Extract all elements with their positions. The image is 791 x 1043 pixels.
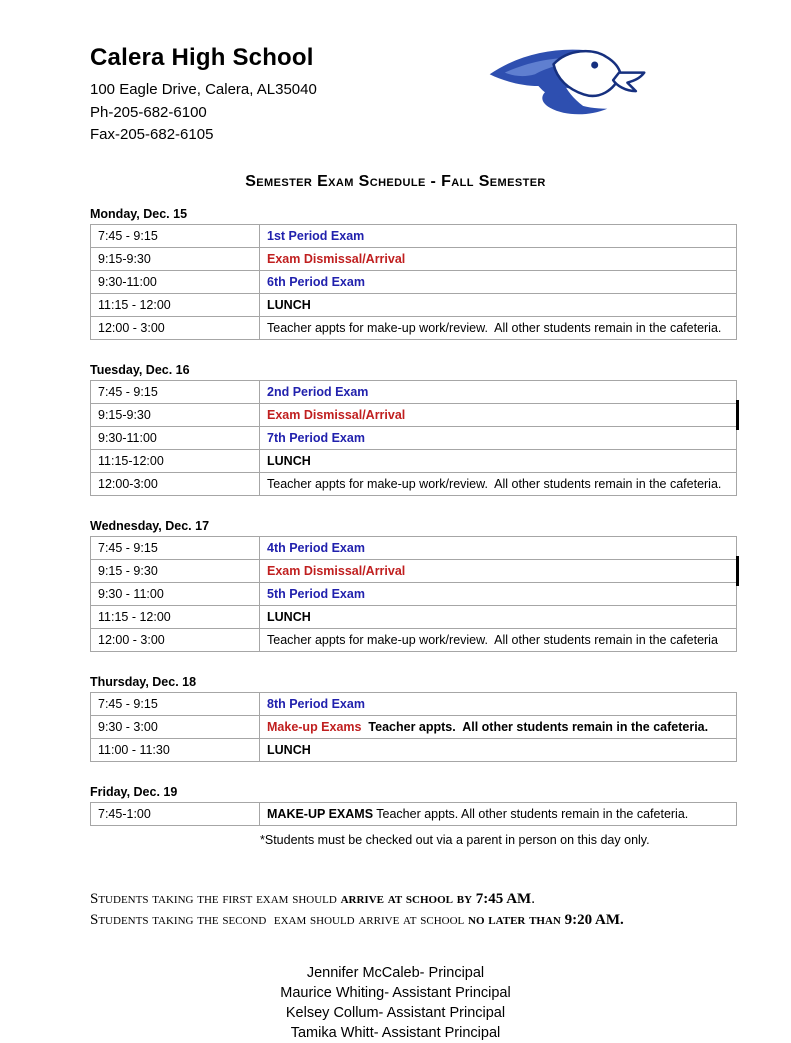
text-segment: Teacher appts for make-up work/review. All other students remain in the cafeteria. [267,320,722,335]
time-cell: 12:00 - 3:00 [91,628,260,651]
text-segment: LUNCH [267,453,311,468]
text-segment: Make-up Exams [267,719,362,734]
day-label: Thursday, Dec. 18 [90,674,197,689]
table-row [91,605,737,628]
description-cell [260,692,737,715]
text-segment: LUNCH [267,609,311,624]
schedule-table [90,802,737,826]
table-row [91,426,737,449]
table-row [91,403,737,426]
text-segment: 1st Period Exam [267,228,365,243]
description-cell [260,536,737,559]
text-segment: 2nd Period Exam [267,384,369,399]
text-segment: arrive at school by 7:45 AM [340,890,532,907]
table-row [91,715,737,738]
time-cell: 7:45 - 9:15 [91,536,260,559]
notice-line [90,910,737,931]
text-segment: Students taking the first exam should [90,890,341,907]
time-cell: 11:15 - 12:00 [91,293,260,316]
staff-member: Maurice Whiting- Assistant Principal [280,984,511,1001]
text-segment: Students taking the second exam should arrive at school [90,911,469,928]
description-cell [260,738,737,761]
text-segment: MAKE-UP EXAMS [267,806,374,821]
school-phone: Ph-205-682-6100 [90,103,207,121]
text-segment: Exam Dismissal/Arrival [267,407,406,422]
description-cell [260,449,737,472]
table-row [91,472,737,495]
table-row [91,270,737,293]
day-section [90,363,737,496]
schedule-days [90,207,737,826]
table-row [91,692,737,715]
description-cell [260,293,737,316]
text-segment: LUNCH [267,742,311,757]
description-cell [260,628,737,651]
text-segment: Exam Dismissal/Arrival [267,563,406,578]
day-section [90,207,737,340]
row-edge-mark [736,400,739,430]
friday-footnote: *Students must be checked out via a parent in person on this day only. [260,832,650,847]
time-cell: 11:00 - 11:30 [91,738,260,761]
text-segment: LUNCH [267,297,311,312]
description-cell [260,426,737,449]
row-edge-mark [736,556,739,586]
description-cell [260,247,737,270]
day-label: Friday, Dec. 19 [90,784,178,799]
description-cell [260,380,737,403]
document-title: Semester Exam Schedule - Fall Semester [245,172,546,190]
day-section [90,519,737,652]
schedule-table [90,692,737,762]
description-cell [260,715,737,738]
table-row [91,224,737,247]
table-row [91,628,737,651]
time-cell: 9:30-11:00 [91,270,260,293]
text-segment: 7th Period Exam [267,430,365,445]
table-row [91,582,737,605]
staff-member: Kelsey Collum- Assistant Principal [285,1004,506,1021]
description-cell [260,316,737,339]
table-row [91,559,737,582]
table-row [91,802,737,825]
time-cell: 7:45 - 9:15 [91,692,260,715]
table-row [91,738,737,761]
arrival-notices [90,889,737,931]
description-cell [260,224,737,247]
time-cell: 12:00 - 3:00 [91,316,260,339]
staff-list [0,963,791,1043]
table-row [91,247,737,270]
table-row [91,536,737,559]
text-segment: Exam Dismissal/Arrival [267,251,406,266]
time-cell: 7:45 - 9:15 [91,224,260,247]
text-segment: Teacher appts. All other students remain in the cafeteria. [361,719,709,734]
table-row [91,316,737,339]
time-cell: 9:15-9:30 [91,247,260,270]
text-segment: Teacher appts for make-up work/review. All other students remain in the cafeteria. [267,476,722,491]
day-label: Wednesday, Dec. 17 [90,518,210,533]
time-cell: 7:45-1:00 [91,802,260,825]
document-header [90,44,737,147]
time-cell: 9:30 - 3:00 [91,715,260,738]
day-label: Monday, Dec. 15 [90,206,188,221]
description-cell [260,403,737,426]
time-cell: 9:30-11:00 [91,426,260,449]
time-cell: 9:15 - 9:30 [91,559,260,582]
notice-line [90,889,737,910]
schedule-table [90,536,737,652]
staff-member: Tamika Whitt- Assistant Principal [290,1024,501,1041]
time-cell: 9:15-9:30 [91,403,260,426]
schedule-table [90,224,737,340]
day-label: Tuesday, Dec. 16 [90,362,190,377]
staff-member: Jennifer McCaleb- Principal [306,964,485,981]
school-fax: Fax-205-682-6105 [90,126,214,143]
table-row [91,293,737,316]
eagle-logo-icon [488,38,656,124]
time-cell: 11:15 - 12:00 [91,605,260,628]
time-cell: 9:30 - 11:00 [91,582,260,605]
description-cell [260,472,737,495]
time-cell: 12:00-3:00 [91,472,260,495]
text-segment: 8th Period Exam [267,696,365,711]
text-segment: Teacher appts. All other students remain in the cafeteria. [373,806,689,821]
text-segment: Teacher appts for make-up work/review. All other students remain in the cafeteria [267,632,718,647]
school-name: Calera High School [90,44,314,71]
time-cell: 7:45 - 9:15 [91,380,260,403]
text-segment: no later than 9:20 AM. [468,911,624,928]
description-cell [260,802,737,825]
school-address: 100 Eagle Drive, Calera, AL35040 [90,81,317,98]
day-section [90,785,737,826]
text-segment: 6th Period Exam [267,274,365,289]
text-segment: . [531,890,535,907]
time-cell: 11:15-12:00 [91,449,260,472]
text-segment: 5th Period Exam [267,586,365,601]
description-cell [260,605,737,628]
day-section [90,675,737,762]
description-cell [260,559,737,582]
schedule-table [90,380,737,496]
description-cell [260,582,737,605]
table-row [91,380,737,403]
table-row [91,449,737,472]
description-cell [260,270,737,293]
text-segment: 4th Period Exam [267,540,365,555]
